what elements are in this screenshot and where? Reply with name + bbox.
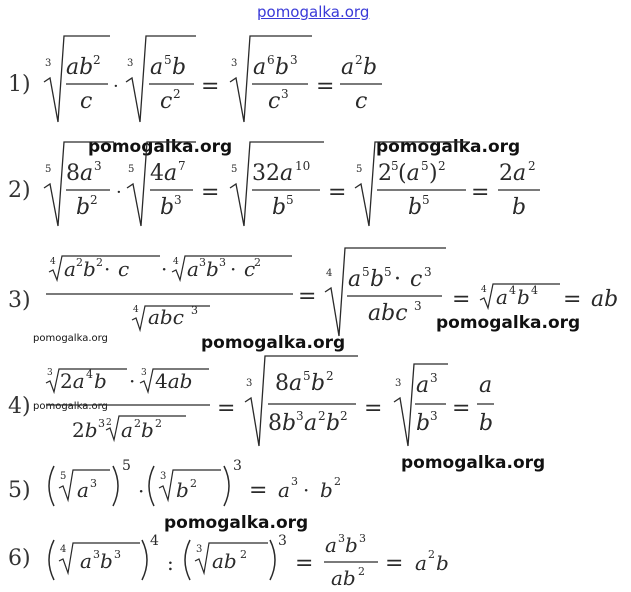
svg-text:4: 4 <box>50 257 56 267</box>
svg-text:b: b <box>512 195 527 220</box>
svg-text:3: 3 <box>278 533 287 549</box>
svg-text:b: b <box>206 257 219 281</box>
svg-text:2: 2 <box>358 565 365 578</box>
svg-text:a: a <box>415 551 427 575</box>
svg-text:4: 4 <box>173 257 179 267</box>
watermark: pomogalka.org <box>33 401 108 412</box>
svg-text:3: 3 <box>296 409 304 423</box>
svg-text:5: 5 <box>45 164 52 175</box>
svg-text:=: = <box>217 396 236 421</box>
svg-text:4: 4 <box>509 284 516 297</box>
svg-text:5: 5 <box>164 53 172 67</box>
svg-text:4: 4 <box>326 268 333 279</box>
svg-text:b: b <box>272 195 287 220</box>
svg-text:=: = <box>316 74 335 99</box>
svg-text:b: b <box>345 533 358 557</box>
svg-text:2: 2 <box>340 409 348 423</box>
svg-text:=: = <box>295 551 314 576</box>
svg-text:=: = <box>328 180 347 205</box>
svg-text:=: = <box>563 287 582 312</box>
svg-text:2: 2 <box>155 417 162 430</box>
svg-text:3: 3 <box>233 458 242 474</box>
svg-text:4: 4 <box>531 284 538 297</box>
svg-text:2a: 2a <box>499 161 527 186</box>
svg-text:=: = <box>364 396 383 421</box>
svg-text:ab: ab <box>591 287 619 312</box>
svg-text:3: 3 <box>114 548 121 561</box>
svg-text:3: 3 <box>191 304 198 317</box>
svg-text:b: b <box>416 411 431 436</box>
svg-text:b: b <box>176 478 189 502</box>
svg-text:=: = <box>201 180 220 205</box>
svg-text:=: = <box>249 478 268 503</box>
problem-number-2: 2) <box>8 178 31 203</box>
svg-text:3: 3 <box>47 368 53 378</box>
svg-text:·: · <box>230 257 237 281</box>
svg-text:2: 2 <box>190 477 197 490</box>
svg-text:·: · <box>394 267 401 292</box>
problem-number-4: 4) <box>8 394 31 419</box>
svg-text:2: 2 <box>96 256 103 269</box>
svg-text:2: 2 <box>428 548 435 561</box>
svg-text:ab: ab <box>331 566 356 590</box>
svg-text:b: b <box>370 267 385 292</box>
problem-number-5: 5) <box>8 478 31 503</box>
svg-text:a: a <box>121 418 133 442</box>
svg-text:3: 3 <box>160 471 167 482</box>
svg-text:3: 3 <box>430 409 438 423</box>
svg-text:=: = <box>471 180 490 205</box>
svg-text:4: 4 <box>133 305 139 315</box>
svg-text:2: 2 <box>254 256 261 269</box>
svg-text:2: 2 <box>134 417 141 430</box>
watermark: pomogalka.org <box>88 137 233 157</box>
svg-text:c: c <box>244 257 256 281</box>
svg-text:3: 3 <box>174 193 182 207</box>
svg-text:5: 5 <box>421 159 429 173</box>
svg-text:3: 3 <box>196 544 203 555</box>
svg-text:4ab: 4ab <box>155 369 193 393</box>
svg-text:2: 2 <box>318 409 326 423</box>
svg-text:3: 3 <box>246 378 253 389</box>
svg-text:2: 2 <box>438 159 446 173</box>
svg-text:c: c <box>410 267 423 292</box>
svg-text:b: b <box>76 195 91 220</box>
svg-text:abc: abc <box>368 301 408 326</box>
watermark: pomogalka.org <box>33 333 108 344</box>
svg-text:·: · <box>303 478 310 502</box>
watermark: pomogalka.org <box>164 513 309 533</box>
svg-text:2: 2 <box>326 369 334 383</box>
svg-text:ab: ab <box>66 55 94 80</box>
svg-text:b: b <box>326 411 341 436</box>
svg-text:3: 3 <box>338 532 345 545</box>
svg-text:a: a <box>278 478 290 502</box>
svg-text:c: c <box>118 257 130 281</box>
svg-text:a: a <box>77 478 89 502</box>
svg-text:b: b <box>436 551 449 575</box>
svg-text:3: 3 <box>94 159 102 173</box>
svg-text:b: b <box>275 55 290 80</box>
svg-text:5: 5 <box>391 159 399 173</box>
problem-number-1: 1) <box>8 72 31 97</box>
svg-text:·: · <box>116 182 122 203</box>
svg-text:): ) <box>429 161 438 186</box>
svg-text:a: a <box>341 55 355 80</box>
watermark: pomogalka.org <box>436 313 581 333</box>
svg-text:c: c <box>160 89 173 114</box>
svg-text:7: 7 <box>178 159 186 173</box>
svg-text:4: 4 <box>86 368 93 381</box>
svg-text:2: 2 <box>528 159 536 173</box>
svg-text:·: · <box>138 479 145 503</box>
watermark: pomogalka.org <box>201 333 346 353</box>
svg-text:=: = <box>385 551 404 576</box>
svg-text:b: b <box>172 55 187 80</box>
svg-text:3: 3 <box>290 53 298 67</box>
problem-number-3: 3) <box>8 288 31 313</box>
svg-text:2: 2 <box>93 53 101 67</box>
svg-text:·: · <box>104 257 111 281</box>
svg-text:3: 3 <box>281 87 289 101</box>
svg-text:8b: 8b <box>268 411 297 436</box>
svg-text:b: b <box>517 285 530 309</box>
svg-text:5: 5 <box>122 458 131 474</box>
svg-text:2: 2 <box>334 475 341 488</box>
svg-text:(a: (a <box>398 161 420 186</box>
svg-text:3: 3 <box>98 417 105 430</box>
svg-text:·: · <box>113 76 119 97</box>
svg-text:2: 2 <box>378 161 392 186</box>
svg-text:4: 4 <box>481 285 487 295</box>
svg-text:5: 5 <box>60 471 67 482</box>
svg-text:b: b <box>160 195 175 220</box>
watermark: pomogalka.org <box>376 137 521 157</box>
svg-text:8a: 8a <box>66 161 94 186</box>
svg-text:3: 3 <box>231 58 238 69</box>
svg-text:6: 6 <box>267 53 275 67</box>
svg-text:b: b <box>408 195 423 220</box>
svg-text:2: 2 <box>355 53 363 67</box>
svg-text:3: 3 <box>424 265 432 279</box>
svg-text:2: 2 <box>240 548 247 561</box>
svg-text:abc: abc <box>148 305 184 329</box>
svg-text:a: a <box>348 267 362 292</box>
svg-text:3: 3 <box>45 58 52 69</box>
svg-text:a: a <box>150 55 164 80</box>
svg-text:3: 3 <box>395 378 402 389</box>
svg-text:5: 5 <box>356 164 363 175</box>
svg-text:=: = <box>201 74 220 99</box>
svg-text:c: c <box>268 89 281 114</box>
svg-text:a: a <box>416 373 430 398</box>
svg-text:b: b <box>83 257 96 281</box>
svg-text:2a: 2a <box>60 369 85 393</box>
svg-text:b: b <box>320 478 333 502</box>
svg-text:2b: 2b <box>72 418 98 442</box>
svg-text:5: 5 <box>303 369 311 383</box>
svg-text:a: a <box>304 411 318 436</box>
svg-text:3: 3 <box>291 475 298 488</box>
svg-text:a: a <box>325 533 337 557</box>
svg-text:b: b <box>100 549 113 573</box>
svg-text:b: b <box>94 369 107 393</box>
svg-text:4a: 4a <box>150 161 178 186</box>
svg-text:=: = <box>298 284 317 309</box>
svg-text:b: b <box>141 418 154 442</box>
svg-text:3: 3 <box>359 532 366 545</box>
svg-text:3: 3 <box>199 256 206 269</box>
svg-text:2: 2 <box>76 256 83 269</box>
svg-text:2: 2 <box>106 418 112 428</box>
svg-text:8a: 8a <box>275 371 303 396</box>
svg-text:4: 4 <box>60 544 67 555</box>
svg-text:4: 4 <box>150 533 159 549</box>
svg-text:b: b <box>363 55 378 80</box>
svg-text:c: c <box>355 89 368 114</box>
svg-text:a: a <box>496 285 508 309</box>
svg-text:2: 2 <box>90 193 98 207</box>
problem-number-6: 6) <box>8 546 31 571</box>
svg-text:a: a <box>479 373 493 398</box>
svg-text:5: 5 <box>286 193 294 207</box>
svg-text:·: · <box>161 257 168 281</box>
svg-text:b: b <box>479 411 494 436</box>
svg-text:a: a <box>253 55 267 80</box>
svg-text:3: 3 <box>414 299 422 313</box>
svg-text:a: a <box>80 549 92 573</box>
svg-text:3: 3 <box>127 58 134 69</box>
svg-text:5: 5 <box>362 265 370 279</box>
svg-text:c: c <box>80 89 93 114</box>
svg-text:ab: ab <box>212 549 237 573</box>
svg-text:5: 5 <box>231 164 238 175</box>
svg-text:3: 3 <box>90 477 97 490</box>
svg-text:a: a <box>64 257 76 281</box>
watermark-link[interactable]: pomogalka.org <box>257 3 370 21</box>
svg-text:a: a <box>187 257 199 281</box>
svg-text:3: 3 <box>93 548 100 561</box>
watermark: pomogalka.org <box>401 453 546 473</box>
svg-text:·: · <box>129 369 136 393</box>
svg-text:b: b <box>311 371 326 396</box>
svg-text:=: = <box>452 396 471 421</box>
svg-text:5: 5 <box>384 265 392 279</box>
svg-text:3: 3 <box>219 256 226 269</box>
svg-text:3: 3 <box>141 368 147 378</box>
svg-text:3: 3 <box>430 371 438 385</box>
svg-text:5: 5 <box>128 164 135 175</box>
svg-text:32a: 32a <box>252 161 294 186</box>
svg-text:2: 2 <box>173 87 181 101</box>
svg-text::: : <box>167 551 174 575</box>
svg-text:5: 5 <box>422 193 430 207</box>
svg-text:=: = <box>452 287 471 312</box>
svg-text:10: 10 <box>295 159 311 173</box>
